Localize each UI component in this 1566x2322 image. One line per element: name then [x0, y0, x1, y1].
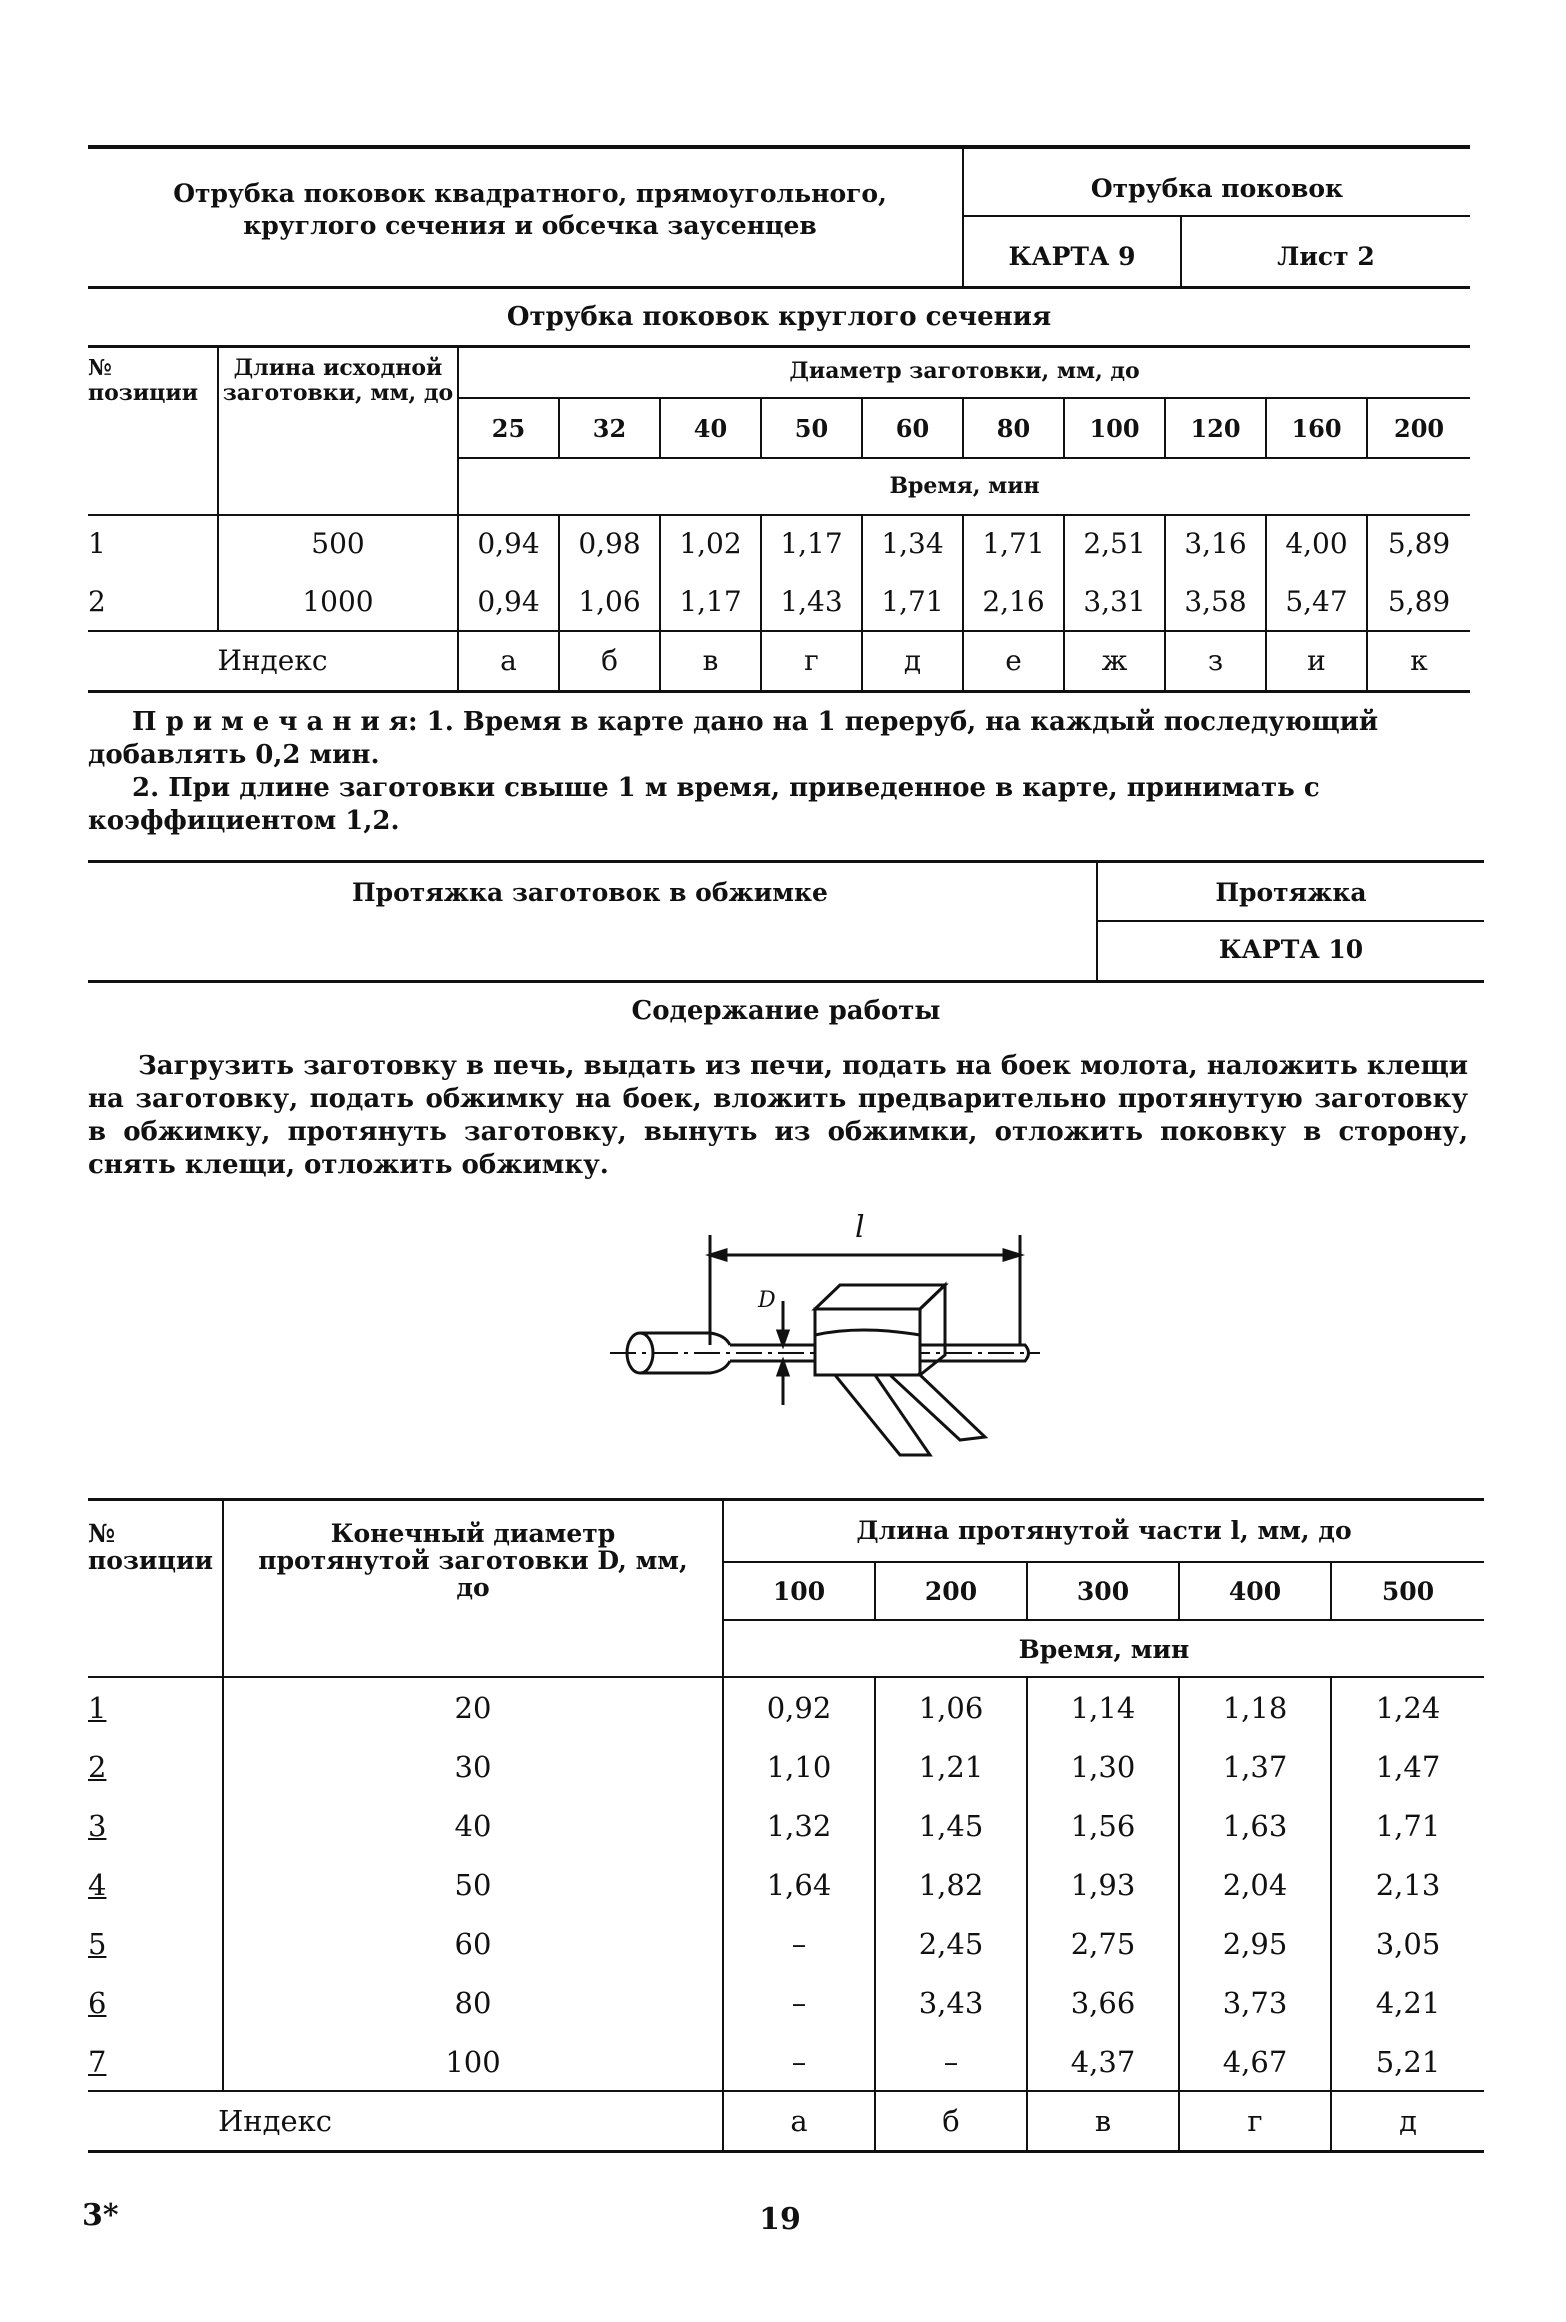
- table1-value: 0,98: [559, 514, 660, 572]
- table1-pos: 1: [88, 526, 106, 560]
- table2-diam: 60: [223, 1914, 723, 1973]
- card10-mid-rule: [1096, 920, 1484, 922]
- table2-value: 2,45: [875, 1914, 1027, 1973]
- table2-pos: 4: [88, 1867, 107, 1902]
- table2-len-cell: 200: [875, 1562, 1027, 1620]
- table2-value: –: [723, 1914, 875, 1973]
- table2-value: –: [723, 2032, 875, 2091]
- arrow-icon: [778, 1331, 788, 1345]
- card9-sheet: Лист 2: [1277, 242, 1375, 271]
- table2-pos: 5: [88, 1926, 107, 1961]
- table2-pos: 6: [88, 1985, 107, 2020]
- table1-diam-cell: 60: [862, 398, 963, 458]
- table1-bottom-rule: [88, 690, 1470, 693]
- table2-len-cell: 100: [723, 1562, 875, 1620]
- table1-index: г: [761, 630, 862, 690]
- table2-value: 1,37: [1179, 1737, 1331, 1796]
- table2-index: в: [1027, 2091, 1179, 2151]
- table1-value: 1,17: [660, 572, 761, 630]
- table2-index: б: [875, 2091, 1027, 2151]
- card9-right-title: Отрубка поковок: [1090, 174, 1344, 203]
- table1-value: 3,16: [1165, 514, 1266, 572]
- table2-value: 3,43: [875, 1973, 1027, 2032]
- table2-value: 2,04: [1179, 1855, 1331, 1914]
- table1-diam-cell: 200: [1367, 398, 1470, 458]
- table1-diam-cell: 160: [1266, 398, 1367, 458]
- table2-value: 3,66: [1027, 1973, 1179, 2032]
- table2-value: 1,64: [723, 1855, 875, 1914]
- swaging-figure: [600, 1205, 1040, 1475]
- table2: [88, 1500, 1484, 2151]
- page-number: 19: [759, 2202, 801, 2237]
- table2-value: 1,71: [1331, 1796, 1484, 1855]
- table1-col-diam-header: Диаметр заготовки, мм, до: [458, 346, 1470, 398]
- card10-right-title: Протяжка: [1215, 878, 1367, 907]
- table1-value: 2,51: [1064, 514, 1165, 572]
- table2-value: 1,56: [1027, 1796, 1179, 1855]
- table1-value: 4,00: [1266, 514, 1367, 572]
- table2-len-cell: 300: [1027, 1562, 1179, 1620]
- arrow-icon: [1004, 1250, 1020, 1260]
- card10-top-rule: [88, 860, 1484, 863]
- table1-value: 0,94: [458, 572, 559, 630]
- table-row: [88, 1796, 1484, 1855]
- table2-value: 1,82: [875, 1855, 1027, 1914]
- table2-diam: 80: [223, 1973, 723, 2032]
- table-row: [88, 1678, 1484, 1737]
- table-row: [88, 514, 1470, 572]
- table2-len-cell: 400: [1179, 1562, 1331, 1620]
- notes: [88, 706, 1470, 838]
- table1-col-len-header: Длина исходной заготовки, мм, до: [218, 346, 458, 514]
- table1-value: 3,58: [1165, 572, 1266, 630]
- table-row: [88, 572, 1470, 630]
- table1-index: и: [1266, 630, 1367, 690]
- table2-value: 5,21: [1331, 2032, 1484, 2091]
- table2-value: 0,92: [723, 1678, 875, 1737]
- table2-value: 1,14: [1027, 1678, 1179, 1737]
- footer-mark: 3*: [82, 2198, 119, 2233]
- table1-diam-cell: 80: [963, 398, 1064, 458]
- table-row: [88, 1914, 1484, 1973]
- table1-index: з: [1165, 630, 1266, 690]
- table2-value: 1,47: [1331, 1737, 1484, 1796]
- table-row: [88, 1855, 1484, 1914]
- die-handle: [835, 1375, 930, 1455]
- table2-index: г: [1179, 2091, 1331, 2151]
- card9-mid-rule: [962, 215, 1470, 217]
- arrow-icon: [710, 1250, 726, 1260]
- table2-diam: 40: [223, 1796, 723, 1855]
- table2-pos: 3: [88, 1808, 107, 1843]
- table1-index: е: [963, 630, 1064, 690]
- table1-value: 1,17: [761, 514, 862, 572]
- table1-value: 1,34: [862, 514, 963, 572]
- table2-value: 1,45: [875, 1796, 1027, 1855]
- table1-value: 5,47: [1266, 572, 1367, 630]
- figure-label-d: D: [758, 1288, 776, 1313]
- table2-value: 1,63: [1179, 1796, 1331, 1855]
- table-row: [88, 1737, 1484, 1796]
- table1-diam-cell: 50: [761, 398, 862, 458]
- note-2: 2. При длине заготовки свыше 1 м время, приведенное в карте, принимать с коэффициентом 1,2.: [88, 773, 1320, 836]
- table1-value: 1,02: [660, 514, 761, 572]
- table2-value: 3,05: [1331, 1914, 1484, 1973]
- figure-label-l: l: [855, 1210, 865, 1245]
- work-heading: Содержание работы: [631, 996, 941, 1026]
- table1-index: а: [458, 630, 559, 690]
- table1-value: 5,89: [1367, 514, 1470, 572]
- table1-index: в: [660, 630, 761, 690]
- table1-title: Отрубка поковок круглого сечения: [506, 302, 1052, 332]
- table2-len-cell: 500: [1331, 1562, 1484, 1620]
- card9-number: КАРТА 9: [1008, 242, 1136, 271]
- die-front: [815, 1309, 920, 1375]
- table1: [88, 346, 1470, 690]
- table1-value: 1,06: [559, 572, 660, 630]
- table1-value: 1,43: [761, 572, 862, 630]
- table2-diam: 50: [223, 1855, 723, 1914]
- table1-time-label: Время, мин: [458, 458, 1470, 514]
- table1-value: 1,71: [963, 514, 1064, 572]
- work-text: Загрузить заготовку в печь, выдать из печи, подать на боек молота, наложить клещи на заготовку, подать обжимку на боек, вложить предварительно протянутую заготовку в обжимку, протянуть заготовку, вынуть из обжимки, отложить поковку в сторону, снять клещи, отложить обжимку.: [88, 1051, 1468, 1180]
- table1-index: к: [1367, 630, 1470, 690]
- table2-pos: 2: [88, 1749, 107, 1784]
- table2-value: 2,13: [1331, 1855, 1484, 1914]
- table1-col-pos-header: № позиции: [88, 355, 199, 406]
- card9-bottom-rule: [88, 286, 1470, 289]
- table2-value: 4,21: [1331, 1973, 1484, 2032]
- table-row: [88, 1973, 1484, 2032]
- table2-value: 4,37: [1027, 2032, 1179, 2091]
- card9-left-title: Отрубка поковок квадратного, прямоугольного, круглого сечения и обсечка заусенцев: [173, 179, 887, 240]
- table2-value: –: [723, 1973, 875, 2032]
- table2-value: 2,95: [1179, 1914, 1331, 1973]
- table2-pos: 7: [88, 2044, 107, 2079]
- table2-value: 1,10: [723, 1737, 875, 1796]
- note-1: 1. Время в карте дано на 1 переруб, на каждый последующий добавлять 0,2 мин.: [88, 707, 1379, 770]
- table1-value: 3,31: [1064, 572, 1165, 630]
- table2-value: 2,75: [1027, 1914, 1179, 1973]
- table1-index-label: Индекс: [217, 643, 328, 677]
- card9-top-rule: [88, 145, 1470, 149]
- table2-value: 1,18: [1179, 1678, 1331, 1737]
- table1-value: 0,94: [458, 514, 559, 572]
- table2-col-diam-header: Конечный диаметр протянутой заготовки D, мм, до: [223, 1500, 723, 1678]
- table2-index-row: [88, 2091, 1484, 2151]
- notes-label: П р и м е ч а н и я:: [132, 707, 418, 737]
- table2-col-pos-header: № позиции: [88, 1519, 214, 1575]
- table1-index: б: [559, 630, 660, 690]
- table1-diam-cell: 120: [1165, 398, 1266, 458]
- table2-value: 4,67: [1179, 2032, 1331, 2091]
- table1-len: 500: [218, 514, 458, 572]
- table2-pos: 1: [88, 1690, 107, 1725]
- table1-value: 2,16: [963, 572, 1064, 630]
- table2-value: 1,24: [1331, 1678, 1484, 1737]
- table1-value: 1,71: [862, 572, 963, 630]
- table2-col-len-header: Длина протянутой части l, мм, до: [723, 1500, 1484, 1562]
- table2-value: 1,93: [1027, 1855, 1179, 1914]
- table2-value: 1,32: [723, 1796, 875, 1855]
- table-row: [88, 2032, 1484, 2091]
- card10-number: КАРТА 10: [1218, 935, 1364, 964]
- table2-index: а: [723, 2091, 875, 2151]
- table1-len: 1000: [218, 572, 458, 630]
- table2-value: 3,73: [1179, 1973, 1331, 2032]
- table2-diam: 100: [223, 2032, 723, 2091]
- table2-diam: 20: [223, 1678, 723, 1737]
- table1-diam-cell: 40: [660, 398, 761, 458]
- table2-diam: 30: [223, 1737, 723, 1796]
- table1-diam-cell: 100: [1064, 398, 1165, 458]
- card10-bottom-rule: [88, 980, 1484, 983]
- table2-value: 1,30: [1027, 1737, 1179, 1796]
- die-handle: [890, 1373, 985, 1440]
- table2-time-label: Время, мин: [723, 1620, 1484, 1678]
- table2-index-label: Индекс: [218, 2104, 333, 2138]
- table1-index: ж: [1064, 630, 1165, 690]
- card10-left-title: Протяжка заготовок в обжимке: [352, 878, 828, 907]
- table1-diam-cell: 32: [559, 398, 660, 458]
- table2-index: д: [1331, 2091, 1484, 2151]
- arrow-icon: [778, 1361, 788, 1375]
- table2-value: 1,06: [875, 1678, 1027, 1737]
- table1-diam-cell: 25: [458, 398, 559, 458]
- table1-index-row: [88, 630, 1470, 690]
- table1-pos: 2: [88, 584, 106, 618]
- table2-value: 1,21: [875, 1737, 1027, 1796]
- table2-value: –: [875, 2032, 1027, 2091]
- table1-index: д: [862, 630, 963, 690]
- table1-value: 5,89: [1367, 572, 1470, 630]
